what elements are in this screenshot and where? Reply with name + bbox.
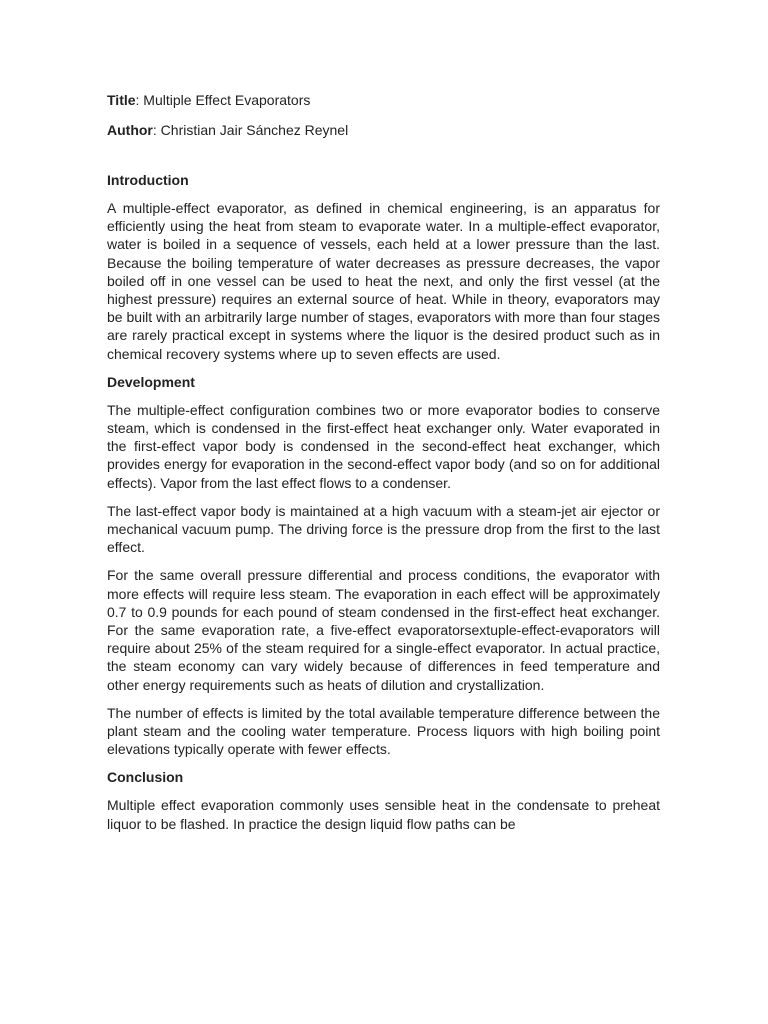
development-paragraph-3: For the same overall pressure differential and process conditions, the evaporator with more effects will require less steam. The evaporation in each effect will be approximately 0.7 to 0.9 pounds for each pound of steam condensed in the first-effect heat exchanger. For the same evaporation rate, a five-effect evaporatorsextuple-effect-evaporators will require about 25% of the steam required for a single-effect evaporator. In actual practice, the steam economy can vary widely because of differences in feed temperature and other energy requirements such as heats of dilution and crystallization.	[107, 567, 660, 693]
development-paragraph-1: The multiple-effect configuration combines two or more evaporator bodies to conserve steam, which is condensed in the first-effect heat exchanger only. Water evaporated in the first-effect vapor body is condensed in the second-effect heat exchanger, which provides energy for evaporation in the second-effect vapor body (and so on for additional effects). Vapor from the last effect flows to a condenser.	[107, 401, 660, 491]
document-title-line	[107, 91, 660, 109]
author-label: Author	[107, 122, 153, 138]
title-value: : Multiple Effect Evaporators	[135, 92, 311, 108]
document-author-line	[107, 121, 660, 139]
author-value: : Christian Jair Sánchez Reynel	[152, 122, 349, 138]
conclusion-paragraph-1: Multiple effect evaporation commonly uses sensible heat in the condensate to preheat liquor to be flashed. In practice the design liquid flow paths can be	[107, 797, 660, 832]
introduction-heading: Introduction	[107, 172, 189, 188]
introduction-section	[107, 171, 660, 363]
conclusion-heading: Conclusion	[107, 769, 184, 786]
conclusion-section	[107, 768, 660, 832]
development-paragraph-2: The last-effect vapor body is maintained at a high vacuum with a steam-jet air ejector or mechanical vacuum pump. The driving force is the pressure drop from the first to the last effect.	[107, 502, 660, 556]
introduction-paragraph-1: A multiple-effect evaporator, as defined in chemical engineering, is an apparatus for efficiently using the heat from steam to evaporate water. In a multiple-effect evaporator, water is boiled in a sequence of vessels, each held at a lower pressure than the last. Because the boiling temperature of water decreases as pressure decreases, the vapor boiled off in one vessel can be used to heat the next, and only the first vessel (at the highest pressure) requires an external source of heat. While in theory, evaporators may be built with an arbitrarily large number of stages, evaporators with more than four stages are rarely practical except in systems where the liquor is the desired product such as in chemical recovery systems where up to seven effects are used.	[107, 200, 660, 362]
document-body	[107, 91, 660, 843]
development-heading: Development	[107, 373, 195, 390]
development-paragraph-4: The number of effects is limited by the total available temperature difference between the plant steam and the cooling water temperature. Process liquors with high boiling point elevations typically operate with fewer effects.	[107, 704, 660, 758]
development-section	[107, 373, 660, 759]
title-label: Title	[107, 92, 136, 108]
